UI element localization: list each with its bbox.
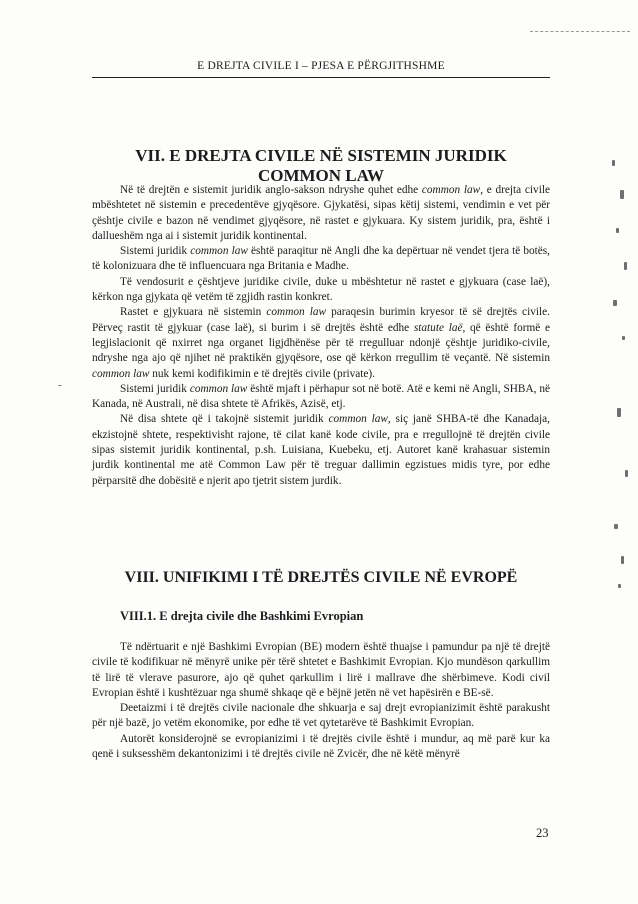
paragraph-7-3: Të vendosurit e çështjeve juridike civile, duke u mbështetur në rastet e gjykuara (case laë), kërkon nga gjykata që vetëm të zgjidh rastin konkret. — [92, 275, 550, 304]
section-8-heading: VIII. UNIFIKIMI I TË DREJTËS CIVILE NË EVROPË — [124, 569, 518, 586]
running-header: E DREJTA CIVILE I – PJESA E PËRGJITHSHME — [197, 60, 445, 72]
paragraph-7-5: Sistemi juridik common law është mjaft i përhapur sot në botë. Atë e kemi në Angli, SHBA, në Kanada, në Australi, në disa shtete të Afrikës, Azisë, etj. — [92, 382, 550, 411]
paragraph-7-2: Sistemi juridik common law është paraqitur në Angli dhe ka depërtuar në vendet tjera të botës, të kolonizuara dhe të influencuara nga Britania e Madhe. — [92, 245, 550, 273]
scan-speck — [614, 524, 618, 529]
paragraph-8-1: Të ndërtuarit e një Bashkimi Evropian (BE) modern është thuajse i pamundur pa një të drejtë civile të kodifikuar në mënyrë unike për tërë shtetet e Bashkimit Evropian. Kjo mundëson qarkullim të lirë të vlerave pasurore, ajo që quhet qarkullim i lirë i mallrave dhe shërbimeve. Kodi civil Evropian është i kushtëzuar nga shumë shkaqe që e bëjnë jetën në vet hapësirën e BE-së. — [92, 641, 550, 699]
section-7-body — [92, 183, 550, 489]
page-number: 23 — [536, 826, 549, 840]
scan-edge-mark — [530, 31, 630, 32]
paragraph-7-6: Në disa shtete që i takojnë sistemit juridik common law, siç janë SHBA-të dhe Kanadaja, ekzistojnë shtete, respektivisht rajone, të cilat kanë kode civile, pra e rregullojnë të drejtën civile sipas sistemit juridik kontinental, p.sh. Luisiana, Kuebeku, etj. Autoret kanë krahasuar sistemin jurdik kontinental me atë Common Law për të treguar dallimin egzistues midis tyre, por edhe përparsitë dhe dobësitë e njerit apo tjetrit sistem jurdik. — [92, 413, 550, 487]
header-rule — [92, 77, 550, 78]
margin-mark: - — [58, 379, 62, 391]
scan-speck — [612, 160, 615, 166]
scan-speck — [625, 470, 628, 477]
scan-speck — [622, 336, 625, 340]
scan-speck — [616, 228, 619, 233]
scan-speck — [624, 262, 627, 270]
scan-speck — [620, 190, 624, 199]
paragraph-8-3: Autorët konsiderojnë se evropianizimi i të drejtës civile është i mundur, aq më parë kur ka qenë i suksesshëm dekantonizimi i të drejtës civile në Zvicër, dhe në këtë mënyrë — [92, 732, 550, 761]
section-8-body — [92, 640, 550, 762]
paragraph-7-4: Rastet e gjykuara në sistemin common law paraqesin burimin kryesor të së drejtës civile. Përveç rastit të gjykuar (case laë), si burim i së drejtës është edhe statute laë, që është formë e legjislacionit që nxirret nga organet ligjdhënëse për të rregulluar ndonjë çështje juridiko-civile, ndryshe nga ajo që njihet në praktikën gjyqësore, ose që kërkon rregullim të veçantë. Në sistemin common law nuk kemi kodifikimin e të drejtës civile (private). — [92, 306, 551, 380]
scan-speck — [618, 584, 621, 588]
paragraph-7-1: Në të drejtën e sistemit juridik anglo-sakson ndryshe quhet edhe common law, e drejta civile mbështetet në sistemin e precedentëve gjyqësore. Gjykatësi, sipas këtij sistemi, vendimin e vet për çështje civile e bazon në vendimet gjyqësore, në rastet e gjykuara. Ky sistem juridik, pra, është i dallueshëm nga ai i sistemit juridik kontinental. — [92, 184, 550, 242]
paragraph-8-2: Deetaizmi i të drejtës civile nacionale dhe shkuarja e saj drejt evropianizimit është parakusht për një bazë, jo vetëm ekonomike, por edhe të vet qytetarëve të Bashkimit Evropian. — [92, 702, 550, 730]
scan-speck — [613, 300, 617, 306]
scan-speck — [617, 408, 621, 417]
section-8-1-subheading: VIII.1. E drejta civile dhe Bashkimi Evropian — [120, 609, 364, 623]
section-7-heading: VII. E DREJTA CIVILE NË SISTEMIN JURIDIK COMMON LAW — [135, 146, 507, 185]
scan-speck — [621, 556, 624, 564]
